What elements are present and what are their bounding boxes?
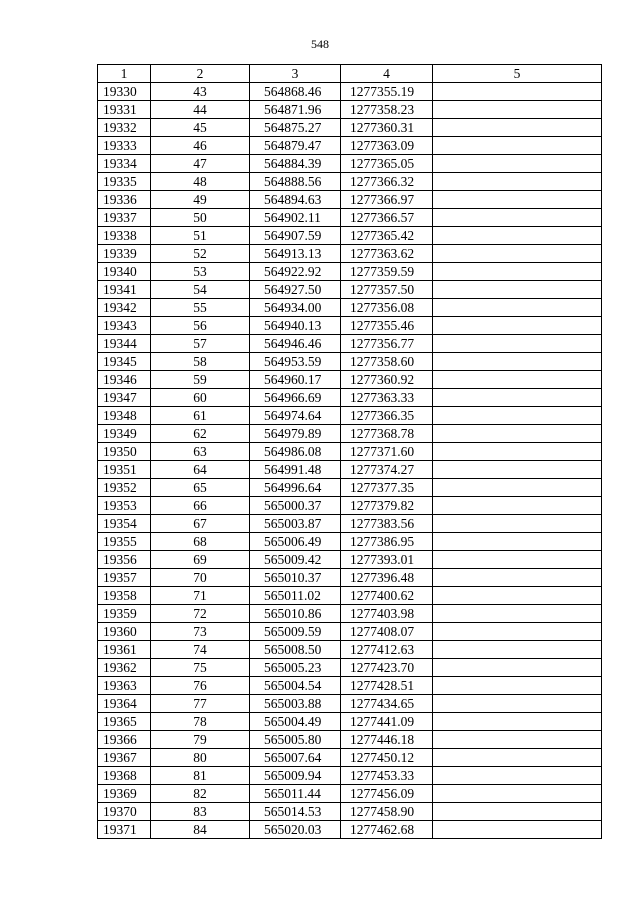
y-coordinate-cell: 1277365.42 <box>341 227 433 245</box>
x-coordinate-cell: 564986.08 <box>250 443 341 461</box>
y-coordinate-cell: 1277363.62 <box>341 245 433 263</box>
point-id-cell: 19345 <box>98 353 151 371</box>
x-coordinate-cell: 564996.64 <box>250 479 341 497</box>
y-coordinate-cell: 1277366.57 <box>341 209 433 227</box>
note-cell <box>433 371 602 389</box>
table-row <box>98 479 602 497</box>
x-coordinate-cell: 565004.49 <box>250 713 341 731</box>
x-coordinate-cell: 565014.53 <box>250 803 341 821</box>
table-row <box>98 281 602 299</box>
column-header: 1 <box>98 65 151 83</box>
table-header-row <box>98 65 602 83</box>
table-row <box>98 353 602 371</box>
vertex-number-cell: 66 <box>151 497 250 515</box>
point-id-cell: 19337 <box>98 209 151 227</box>
y-coordinate-cell: 1277374.27 <box>341 461 433 479</box>
y-coordinate-cell: 1277383.56 <box>341 515 433 533</box>
table-row <box>98 227 602 245</box>
point-id-cell: 19335 <box>98 173 151 191</box>
x-coordinate-cell: 564871.96 <box>250 101 341 119</box>
y-coordinate-cell: 1277423.70 <box>341 659 433 677</box>
note-cell <box>433 641 602 659</box>
vertex-number-cell: 72 <box>151 605 250 623</box>
vertex-number-cell: 44 <box>151 101 250 119</box>
note-cell <box>433 461 602 479</box>
note-cell <box>433 263 602 281</box>
y-coordinate-cell: 1277456.09 <box>341 785 433 803</box>
x-coordinate-cell: 564953.59 <box>250 353 341 371</box>
note-cell <box>433 443 602 461</box>
table-row <box>98 623 602 641</box>
vertex-number-cell: 79 <box>151 731 250 749</box>
vertex-number-cell: 84 <box>151 821 250 839</box>
vertex-number-cell: 80 <box>151 749 250 767</box>
point-id-cell: 19365 <box>98 713 151 731</box>
vertex-number-cell: 53 <box>151 263 250 281</box>
vertex-number-cell: 61 <box>151 407 250 425</box>
y-coordinate-cell: 1277371.60 <box>341 443 433 461</box>
note-cell <box>433 803 602 821</box>
table-row <box>98 515 602 533</box>
vertex-number-cell: 82 <box>151 785 250 803</box>
y-coordinate-cell: 1277355.46 <box>341 317 433 335</box>
point-id-cell: 19332 <box>98 119 151 137</box>
table-row <box>98 245 602 263</box>
note-cell <box>433 317 602 335</box>
vertex-number-cell: 49 <box>151 191 250 209</box>
point-id-cell: 19359 <box>98 605 151 623</box>
y-coordinate-cell: 1277379.82 <box>341 497 433 515</box>
x-coordinate-cell: 564966.69 <box>250 389 341 407</box>
vertex-number-cell: 48 <box>151 173 250 191</box>
note-cell <box>433 731 602 749</box>
point-id-cell: 19347 <box>98 389 151 407</box>
table-row <box>98 335 602 353</box>
x-coordinate-cell: 564927.50 <box>250 281 341 299</box>
table-row <box>98 749 602 767</box>
point-id-cell: 19362 <box>98 659 151 677</box>
vertex-number-cell: 73 <box>151 623 250 641</box>
point-id-cell: 19363 <box>98 677 151 695</box>
x-coordinate-cell: 565009.59 <box>250 623 341 641</box>
x-coordinate-cell: 564868.46 <box>250 83 341 101</box>
vertex-number-cell: 46 <box>151 137 250 155</box>
column-header: 4 <box>341 65 433 83</box>
y-coordinate-cell: 1277412.63 <box>341 641 433 659</box>
note-cell <box>433 713 602 731</box>
point-id-cell: 19340 <box>98 263 151 281</box>
point-id-cell: 19353 <box>98 497 151 515</box>
vertex-number-cell: 52 <box>151 245 250 263</box>
table-row <box>98 587 602 605</box>
point-id-cell: 19334 <box>98 155 151 173</box>
table-row <box>98 605 602 623</box>
table-row <box>98 155 602 173</box>
note-cell <box>433 605 602 623</box>
table-row <box>98 641 602 659</box>
y-coordinate-cell: 1277366.97 <box>341 191 433 209</box>
note-cell <box>433 335 602 353</box>
x-coordinate-cell: 564888.56 <box>250 173 341 191</box>
vertex-number-cell: 45 <box>151 119 250 137</box>
table-row <box>98 83 602 101</box>
column-header: 3 <box>250 65 341 83</box>
table-row <box>98 443 602 461</box>
table-row <box>98 695 602 713</box>
table-row <box>98 551 602 569</box>
x-coordinate-cell: 565005.80 <box>250 731 341 749</box>
note-cell <box>433 191 602 209</box>
point-id-cell: 19349 <box>98 425 151 443</box>
x-coordinate-cell: 565011.02 <box>250 587 341 605</box>
point-id-cell: 19330 <box>98 83 151 101</box>
table-row <box>98 767 602 785</box>
x-coordinate-cell: 565011.44 <box>250 785 341 803</box>
table-row <box>98 137 602 155</box>
note-cell <box>433 245 602 263</box>
note-cell <box>433 209 602 227</box>
y-coordinate-cell: 1277358.60 <box>341 353 433 371</box>
x-coordinate-cell: 565010.37 <box>250 569 341 587</box>
note-cell <box>433 677 602 695</box>
vertex-number-cell: 60 <box>151 389 250 407</box>
point-id-cell: 19338 <box>98 227 151 245</box>
table-row <box>98 677 602 695</box>
point-id-cell: 19341 <box>98 281 151 299</box>
table-row <box>98 569 602 587</box>
note-cell <box>433 119 602 137</box>
y-coordinate-cell: 1277358.23 <box>341 101 433 119</box>
note-cell <box>433 407 602 425</box>
table-row <box>98 803 602 821</box>
x-coordinate-cell: 565003.88 <box>250 695 341 713</box>
note-cell <box>433 749 602 767</box>
y-coordinate-cell: 1277359.59 <box>341 263 433 281</box>
point-id-cell: 19370 <box>98 803 151 821</box>
x-coordinate-cell: 564940.13 <box>250 317 341 335</box>
table-row <box>98 731 602 749</box>
table-row <box>98 461 602 479</box>
point-id-cell: 19367 <box>98 749 151 767</box>
note-cell <box>433 137 602 155</box>
table-row <box>98 785 602 803</box>
point-id-cell: 19366 <box>98 731 151 749</box>
y-coordinate-cell: 1277356.08 <box>341 299 433 317</box>
note-cell <box>433 83 602 101</box>
table-row <box>98 425 602 443</box>
note-cell <box>433 515 602 533</box>
table-row <box>98 389 602 407</box>
x-coordinate-cell: 564894.63 <box>250 191 341 209</box>
x-coordinate-cell: 565003.87 <box>250 515 341 533</box>
x-coordinate-cell: 565010.86 <box>250 605 341 623</box>
y-coordinate-cell: 1277393.01 <box>341 551 433 569</box>
table-row <box>98 209 602 227</box>
x-coordinate-cell: 564922.92 <box>250 263 341 281</box>
point-id-cell: 19364 <box>98 695 151 713</box>
vertex-number-cell: 55 <box>151 299 250 317</box>
table-row <box>98 263 602 281</box>
y-coordinate-cell: 1277360.92 <box>341 371 433 389</box>
x-coordinate-cell: 565007.64 <box>250 749 341 767</box>
table-row <box>98 713 602 731</box>
vertex-number-cell: 64 <box>151 461 250 479</box>
y-coordinate-cell: 1277363.33 <box>341 389 433 407</box>
y-coordinate-cell: 1277441.09 <box>341 713 433 731</box>
x-coordinate-cell: 564991.48 <box>250 461 341 479</box>
vertex-number-cell: 63 <box>151 443 250 461</box>
table-row <box>98 317 602 335</box>
vertex-number-cell: 56 <box>151 317 250 335</box>
y-coordinate-cell: 1277458.90 <box>341 803 433 821</box>
point-id-cell: 19333 <box>98 137 151 155</box>
y-coordinate-cell: 1277453.33 <box>341 767 433 785</box>
point-id-cell: 19331 <box>98 101 151 119</box>
x-coordinate-cell: 564875.27 <box>250 119 341 137</box>
y-coordinate-cell: 1277366.32 <box>341 173 433 191</box>
y-coordinate-cell: 1277446.18 <box>341 731 433 749</box>
table-row <box>98 659 602 677</box>
point-id-cell: 19368 <box>98 767 151 785</box>
point-id-cell: 19361 <box>98 641 151 659</box>
note-cell <box>433 659 602 677</box>
x-coordinate-cell: 565005.23 <box>250 659 341 677</box>
y-coordinate-cell: 1277396.48 <box>341 569 433 587</box>
x-coordinate-cell: 564884.39 <box>250 155 341 173</box>
vertex-number-cell: 78 <box>151 713 250 731</box>
note-cell <box>433 497 602 515</box>
vertex-number-cell: 54 <box>151 281 250 299</box>
note-cell <box>433 101 602 119</box>
y-coordinate-cell: 1277462.68 <box>341 821 433 839</box>
vertex-number-cell: 71 <box>151 587 250 605</box>
vertex-number-cell: 65 <box>151 479 250 497</box>
x-coordinate-cell: 564907.59 <box>250 227 341 245</box>
y-coordinate-cell: 1277403.98 <box>341 605 433 623</box>
note-cell <box>433 533 602 551</box>
note-cell <box>433 299 602 317</box>
point-id-cell: 19343 <box>98 317 151 335</box>
vertex-number-cell: 77 <box>151 695 250 713</box>
note-cell <box>433 389 602 407</box>
point-id-cell: 19352 <box>98 479 151 497</box>
x-coordinate-cell: 564902.11 <box>250 209 341 227</box>
note-cell <box>433 479 602 497</box>
table-row <box>98 173 602 191</box>
vertex-number-cell: 70 <box>151 569 250 587</box>
page-number: 548 <box>311 37 329 51</box>
x-coordinate-cell: 564960.17 <box>250 371 341 389</box>
vertex-number-cell: 76 <box>151 677 250 695</box>
point-id-cell: 19360 <box>98 623 151 641</box>
point-id-cell: 19351 <box>98 461 151 479</box>
vertex-number-cell: 51 <box>151 227 250 245</box>
note-cell <box>433 623 602 641</box>
table-row <box>98 533 602 551</box>
vertex-number-cell: 58 <box>151 353 250 371</box>
note-cell <box>433 785 602 803</box>
y-coordinate-cell: 1277408.07 <box>341 623 433 641</box>
vertex-number-cell: 67 <box>151 515 250 533</box>
note-cell <box>433 173 602 191</box>
x-coordinate-cell: 564974.64 <box>250 407 341 425</box>
point-id-cell: 19355 <box>98 533 151 551</box>
note-cell <box>433 821 602 839</box>
point-id-cell: 19358 <box>98 587 151 605</box>
point-id-cell: 19371 <box>98 821 151 839</box>
y-coordinate-cell: 1277400.62 <box>341 587 433 605</box>
vertex-number-cell: 59 <box>151 371 250 389</box>
vertex-number-cell: 68 <box>151 533 250 551</box>
vertex-number-cell: 43 <box>151 83 250 101</box>
x-coordinate-cell: 564979.89 <box>250 425 341 443</box>
vertex-number-cell: 69 <box>151 551 250 569</box>
y-coordinate-cell: 1277366.35 <box>341 407 433 425</box>
table-row <box>98 299 602 317</box>
vertex-number-cell: 62 <box>151 425 250 443</box>
note-cell <box>433 551 602 569</box>
point-id-cell: 19339 <box>98 245 151 263</box>
x-coordinate-cell: 564946.46 <box>250 335 341 353</box>
y-coordinate-cell: 1277365.05 <box>341 155 433 173</box>
vertex-number-cell: 74 <box>151 641 250 659</box>
point-id-cell: 19342 <box>98 299 151 317</box>
column-header: 2 <box>151 65 250 83</box>
vertex-number-cell: 50 <box>151 209 250 227</box>
x-coordinate-cell: 564934.00 <box>250 299 341 317</box>
table-row <box>98 821 602 839</box>
vertex-number-cell: 83 <box>151 803 250 821</box>
column-header: 5 <box>433 65 602 83</box>
y-coordinate-cell: 1277363.09 <box>341 137 433 155</box>
note-cell <box>433 155 602 173</box>
x-coordinate-cell: 565008.50 <box>250 641 341 659</box>
point-id-cell: 19350 <box>98 443 151 461</box>
x-coordinate-cell: 565006.49 <box>250 533 341 551</box>
note-cell <box>433 353 602 371</box>
y-coordinate-cell: 1277434.65 <box>341 695 433 713</box>
vertex-number-cell: 75 <box>151 659 250 677</box>
x-coordinate-cell: 565020.03 <box>250 821 341 839</box>
point-id-cell: 19369 <box>98 785 151 803</box>
y-coordinate-cell: 1277368.78 <box>341 425 433 443</box>
y-coordinate-cell: 1277450.12 <box>341 749 433 767</box>
y-coordinate-cell: 1277356.77 <box>341 335 433 353</box>
vertex-number-cell: 47 <box>151 155 250 173</box>
x-coordinate-cell: 565009.94 <box>250 767 341 785</box>
point-id-cell: 19346 <box>98 371 151 389</box>
x-coordinate-cell: 565000.37 <box>250 497 341 515</box>
y-coordinate-cell: 1277360.31 <box>341 119 433 137</box>
y-coordinate-cell: 1277357.50 <box>341 281 433 299</box>
note-cell <box>433 569 602 587</box>
y-coordinate-cell: 1277428.51 <box>341 677 433 695</box>
table-row <box>98 119 602 137</box>
x-coordinate-cell: 565009.42 <box>250 551 341 569</box>
note-cell <box>433 227 602 245</box>
note-cell <box>433 695 602 713</box>
point-id-cell: 19357 <box>98 569 151 587</box>
x-coordinate-cell: 565004.54 <box>250 677 341 695</box>
x-coordinate-cell: 564879.47 <box>250 137 341 155</box>
table-row <box>98 407 602 425</box>
x-coordinate-cell: 564913.13 <box>250 245 341 263</box>
vertex-number-cell: 57 <box>151 335 250 353</box>
point-id-cell: 19348 <box>98 407 151 425</box>
y-coordinate-cell: 1277386.95 <box>341 533 433 551</box>
note-cell <box>433 281 602 299</box>
y-coordinate-cell: 1277355.19 <box>341 83 433 101</box>
table-body <box>98 83 602 839</box>
point-id-cell: 19354 <box>98 515 151 533</box>
table-row <box>98 191 602 209</box>
vertex-number-cell: 81 <box>151 767 250 785</box>
point-id-cell: 19336 <box>98 191 151 209</box>
coordinates-table <box>97 64 602 839</box>
note-cell <box>433 425 602 443</box>
note-cell <box>433 767 602 785</box>
point-id-cell: 19344 <box>98 335 151 353</box>
table-row <box>98 101 602 119</box>
note-cell <box>433 587 602 605</box>
table-row <box>98 371 602 389</box>
point-id-cell: 19356 <box>98 551 151 569</box>
table-row <box>98 497 602 515</box>
y-coordinate-cell: 1277377.35 <box>341 479 433 497</box>
